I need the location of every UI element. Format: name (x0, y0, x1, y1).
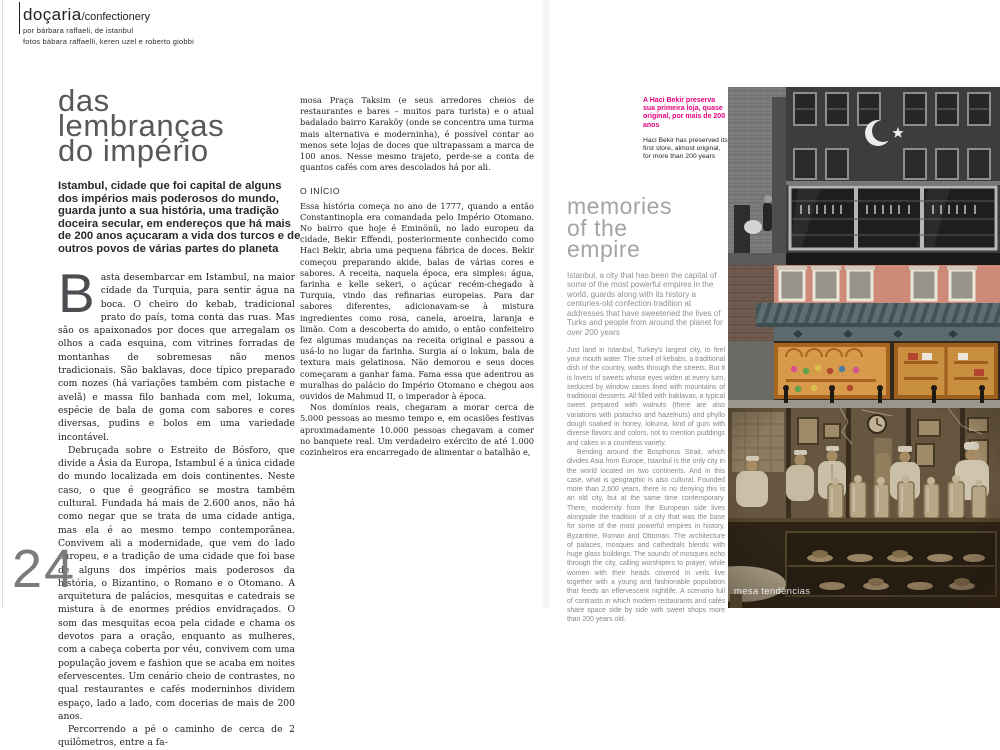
interior-sepia-illustration (728, 408, 1000, 608)
photo-storefront-bw (728, 87, 1000, 265)
caption-portuguese: A Haci Bekir preserva sua primeira loja, quase original, por mais de 200 anos (643, 97, 726, 129)
kicker (23, 6, 194, 45)
byline: por bárbara raffaeli, de istanbul (23, 26, 134, 35)
page-edge (2, 0, 3, 608)
photo-facade-color (728, 265, 1000, 408)
kicker-rule (19, 2, 20, 34)
title-line: lembranças (58, 108, 225, 143)
valance (774, 327, 1000, 341)
magazine-watermark: mesa tendências (734, 586, 811, 597)
caption-english: Haci Bekir has preserved its first store, almost original, for more than 200 years (643, 136, 728, 161)
section-subtitle: /confectionery (81, 11, 151, 23)
photo-collage (728, 87, 1000, 608)
title-line: empire (567, 236, 641, 262)
paragraph (58, 262, 295, 444)
page-number: 24 (12, 539, 77, 599)
paragraph-text: asta desembarcar em Istambul, na maior cidade da Turquia, para sentir água na boca. O cheiro do kebab, tradicional prato do país, toma conta das ruas. Mas são os apaixonados por doces que arregalam os olhos a cada esquina, com vitrines forradas de montanhas de sobremesas não menos tradicionais. São baklavas, doce típico preparado com nozes (há variações também com pistache e avelã) e massa filo banhada com mel, lokuma, espécie de bala de goma com sabores e cores diversas, pudins e bolos em uma variedade incontável. (58, 272, 295, 443)
paragraph: Just land in Istanbul, Turkey's largest city, to feel your mouth water. The smell of kebabs, a traditional dish of the country, wafts through the streets. But it is lovers of sweets whose eyes widen at every turn, seduced by window cases lined with mountains of traditional desserts. All filled with baklavas, a typical sweet prepared with walnuts (there are also variations with pistachio and hazelnuts) and phyllo dough soaked in honey, lokuma, kind of gum with diverse flavors and colors, not to mention puddings and cakes in a countless variety. (567, 346, 725, 447)
paragraph: Essa história começa no ano de 1777, quando a então Constantinopla era comandada pelo Império Otomano. No bairro que hoje é Eminönü, no lado europeu da cidade, Bekir Effendi, posteriormente conhecido como Haci Bekir, abria uma pequena fábrica de doces. Bekir começou preparando akide, balas de várias cores e sabores. A receita, naquela época, era simples: água, farinha e kelle sekeri, o açúcar recém-chegado à Turquia, vindo das refinarias europeias. Para dar sabores diferentes, adicionavam-se à mistura ingredientes como rosa, canela, aroeira, laranja e limão. Com a descoberta do amido, o então confeiteiro fez algumas mudanças na receita original e passou a usá-lo no lugar da farinha. Surgia aí o lokum, bala de textura mais gelatinosa. Não demorou e seus doces começaram a ganhar fama. Fama essa que adentrou as muralhas do palácio do Império Otomano e chegou aos ouvidos de Mahmud II, o imperador à época. (300, 200, 534, 402)
article-title-en (567, 193, 725, 262)
paragraph: Percorrendo a pé o caminho de cerca de 2 quilômetros, entre a fa- (58, 724, 295, 749)
paragraph: Nos domínios reais, chegaram a morar cerca de 5.000 pessoas ao mesmo tempo e, em ocasiões festivas aproximadamente 10.000 pessoas chegavam a comer no banquete real. Um verdadeiro exército de até 1.000 cozinheiros era encarregado de alimentar o batalhão e, (300, 402, 534, 458)
article-intro-en: Istanbul, a city that has been the capital of some of the most powerful empires in the world, guards along with its history a centuries-old confection tradition at addresses that have sweetened the lives of Turks and people from around the planet for over 200 years (567, 270, 723, 338)
paragraph: Debruçada sobre o Estreito de Bósforo, que divide a Ásia da Europa, Istambul é a única cidade do mundo localizada em dois continentes. Neste caso, o que é geográfico se mostra também cultural. Fundada há mais de 2.600 anos, não há como negar que se trata de uma cidade antiga, mas ela é ao mesmo tempo contemporânea. Convivem ali a modernidade, que vem do lado europeu, e a tradição de uma cidade que foi base de alguns dos impérios mais poderosos da história, o Bizantino, o Romano e o Otomano. A arquitetura de palácios, mesquitas e catedrais se mistura à de enormes prédios envidraçados. O som das mesquitas ecoa pela cidade e chama os devotos para a oração, enquanto as mulheres, com a cabeça coberta por véu, convivem com uma população jovem e fashion que se acaba em noites efervescentes. Um cenário cheio de contrastes, no qual restaurantes e cafés moderninhos dividem espaço, lado a lado, com docerias de mais de 200 anos. (58, 444, 295, 722)
article-intro-pt: Istambul, cidade que foi capital de alguns dos impérios mais poderosos do mundo, guarda junto a sua história, uma tradição doceira secular, em endereços que há mais de 200 anos açucaram a vida dos turcos e de outros povos de várias partes do planeta (58, 180, 301, 255)
article-title-pt (58, 83, 225, 168)
facade-color-illustration (728, 265, 1000, 408)
english-sidebar (567, 193, 725, 625)
title-line: of the (567, 214, 628, 241)
body-column-1 (58, 262, 295, 750)
paragraph: mosa Praça Taksim (e seus arredores cheios de restaurantes e bares – muitos para turista) e o atual badalado bairro Karaköy (onde se concentra uma turma mais alternativa e moderninha), é possível contar ao menos sete lojas de doces que ultrapassam a marca de 100 anos. Nesse mesmo trajeto, perde-se a conta de quantos cafés com ares descolados há por ali. (300, 95, 534, 173)
spread-fold (541, 0, 551, 608)
section-heading: O INÍCIO (300, 186, 341, 197)
body-column-2 (300, 95, 534, 458)
photo-credits: fotos bábara raffaelli, keren uzel e roberto giobbi (23, 36, 194, 46)
awning (756, 303, 1000, 327)
photo-caption (643, 97, 728, 161)
storefront-bw-illustration (728, 87, 1000, 265)
drop-cap: B (58, 262, 95, 324)
english-body (567, 346, 725, 625)
photo-interior-sepia (728, 408, 1000, 608)
title-line: do império (58, 133, 209, 168)
title-line: das (58, 83, 110, 118)
paragraph: Bending around the Bosphorus Strait, which divides Asia from Europe, Istanbul is the only city in the world located on two continents. And in this case, what is geographic is also cultural. Founded more than 2,600 years, there is no denying this is an old city, but at the same time contemporary. There, modernity from the European side lives alongside the tradition of a city that was the base for some of the most powerful empires in history, Byzantine, Roman and Ottoman. The architecture of palaces, mosques and cathedrals blends with huge glass buildings. The sounds of mosques echo through the city, calling worshipers to prayer, while women with their heads covered in veils live together with a young and fashionable population that feeds an effervescent nightlife. A scenario full of contrasts in which modern restaurants and cafés share space side by side with sweet shops more than 200 years old. (567, 448, 725, 624)
title-line: memories (567, 193, 672, 219)
shop-display-windows (790, 187, 996, 249)
kicker-title (23, 6, 194, 24)
section-title: doçaria (23, 5, 82, 24)
